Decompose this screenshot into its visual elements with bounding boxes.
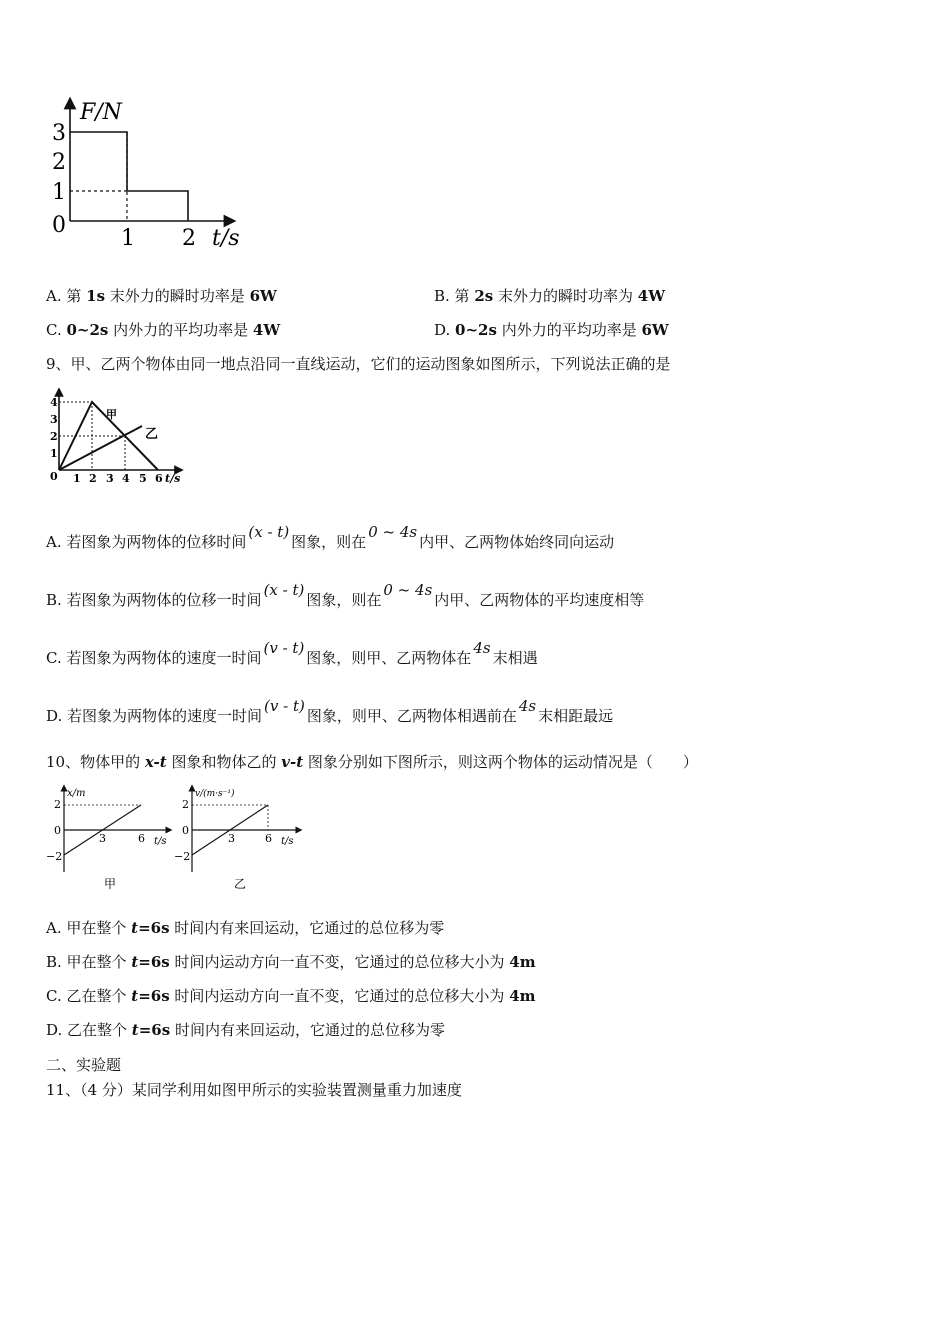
q8-option-d[interactable]: D. 0~2s 内外力的平均功率是 6W — [434, 321, 669, 339]
x-tick-6: 6 — [155, 472, 163, 485]
y-tick-neg2: −2 — [174, 850, 191, 863]
force-time-graph — [40, 95, 250, 255]
x-axis-label: t/s — [212, 226, 240, 251]
q9-option-a[interactable]: A. 若图象为两物体的位移时间(x - t)图象，则在0 ~ 4s内甲、乙两物体始终同向运动 — [46, 523, 615, 551]
q8-option-b[interactable]: B. 第 2s 末外力的瞬时功率为 4W — [434, 287, 666, 305]
force-line — [70, 132, 188, 221]
x-tick-4: 4 — [122, 472, 130, 485]
x-tick-2: 2 — [89, 472, 97, 485]
y-tick-1: 1 — [52, 180, 66, 205]
q10-graph-yi — [172, 784, 307, 894]
q10-option-a[interactable]: A. 甲在整个 t=6s 时间内有来回运动，它通过的总位移为零 — [46, 919, 445, 937]
yi-line — [59, 426, 142, 470]
q10-option-c[interactable]: C. 乙在整个 t=6s 时间内运动方向一直不变，它通过的总位移大小为 4m — [46, 987, 536, 1005]
y-axis-label: F/N — [80, 100, 122, 125]
x-tick-5: 5 — [139, 472, 147, 485]
y-axis-label: x/m — [67, 788, 86, 799]
y-tick-neg2: −2 — [46, 850, 63, 863]
q10-graph-jia — [44, 784, 174, 894]
x-axis-label: t/s — [165, 472, 181, 485]
y-tick-2: 2 — [182, 798, 189, 811]
caption-jia: 甲 — [104, 877, 117, 891]
x-tick-3: 3 — [228, 832, 235, 845]
x-tick-6: 6 — [138, 832, 145, 845]
y-tick-3: 3 — [50, 413, 58, 426]
q10-stem: 10、物体甲的 x-t 图象和物体乙的 v-t 图象分别如下图所示，则这两个物体的运动情况是（ ） — [46, 753, 698, 771]
q9-option-b[interactable]: B. 若图象为两物体的位移一时间(x - t)图象，则在0 ~ 4s内甲、乙两物体的平均速度相等 — [46, 581, 645, 609]
origin-label: 0 — [52, 213, 66, 238]
q10-option-d[interactable]: D. 乙在整个 t=6s 时间内有来回运动，它通过的总位移为零 — [46, 1021, 445, 1039]
y-tick-2: 2 — [50, 430, 58, 443]
q8-option-a[interactable]: A. 第 1s 末外力的瞬时功率是 6W — [46, 287, 277, 305]
q11-stem: 11、（4 分）某同学利用如图甲所示的实验装置测量重力加速度 — [46, 1081, 462, 1099]
q10-option-b[interactable]: B. 甲在整个 t=6s 时间内运动方向一直不变，它通过的总位移大小为 4m — [46, 953, 536, 971]
y-tick-0: 0 — [182, 824, 189, 837]
section-heading: 二、实验题 — [46, 1056, 122, 1074]
x-tick-2: 2 — [182, 226, 196, 251]
y-tick-4: 4 — [50, 396, 58, 409]
x-tick-6: 6 — [265, 832, 272, 845]
x-tick-1: 1 — [73, 472, 81, 485]
q9-option-d[interactable]: D. 若图象为两物体的速度一时间(v - t)图象，则甲、乙两物体相遇前在4s末相距最远 — [46, 697, 614, 725]
q8-option-c[interactable]: C. 0~2s 内外力的平均功率是 4W — [46, 321, 281, 339]
y-tick-2: 2 — [52, 150, 66, 175]
x-tick-1: 1 — [121, 226, 135, 251]
x-tick-3: 3 — [99, 832, 106, 845]
yi-label: 乙 — [145, 427, 159, 442]
y-tick-2: 2 — [54, 798, 61, 811]
x-axis-label: t/s — [154, 836, 167, 847]
y-axis-label: v/(m·s⁻¹) — [195, 789, 235, 799]
caption-yi: 乙 — [234, 877, 247, 891]
x-tick-3: 3 — [106, 472, 114, 485]
y-tick-1: 1 — [50, 447, 58, 460]
y-tick-0: 0 — [54, 824, 61, 837]
q9-motion-graph — [44, 388, 194, 488]
x-axis-label: t/s — [281, 836, 294, 847]
q9-option-c[interactable]: C. 若图象为两物体的速度一时间(v - t)图象，则甲、乙两物体在4s末相遇 — [46, 639, 538, 667]
q9-stem: 9、甲、乙两个物体由同一地点沿同一直线运动，它们的运动图象如图所示，下列说法正确的是 — [46, 355, 671, 373]
y-tick-3: 3 — [52, 121, 66, 146]
origin-label: 0 — [50, 470, 58, 483]
jia-label: 甲 — [106, 408, 117, 421]
